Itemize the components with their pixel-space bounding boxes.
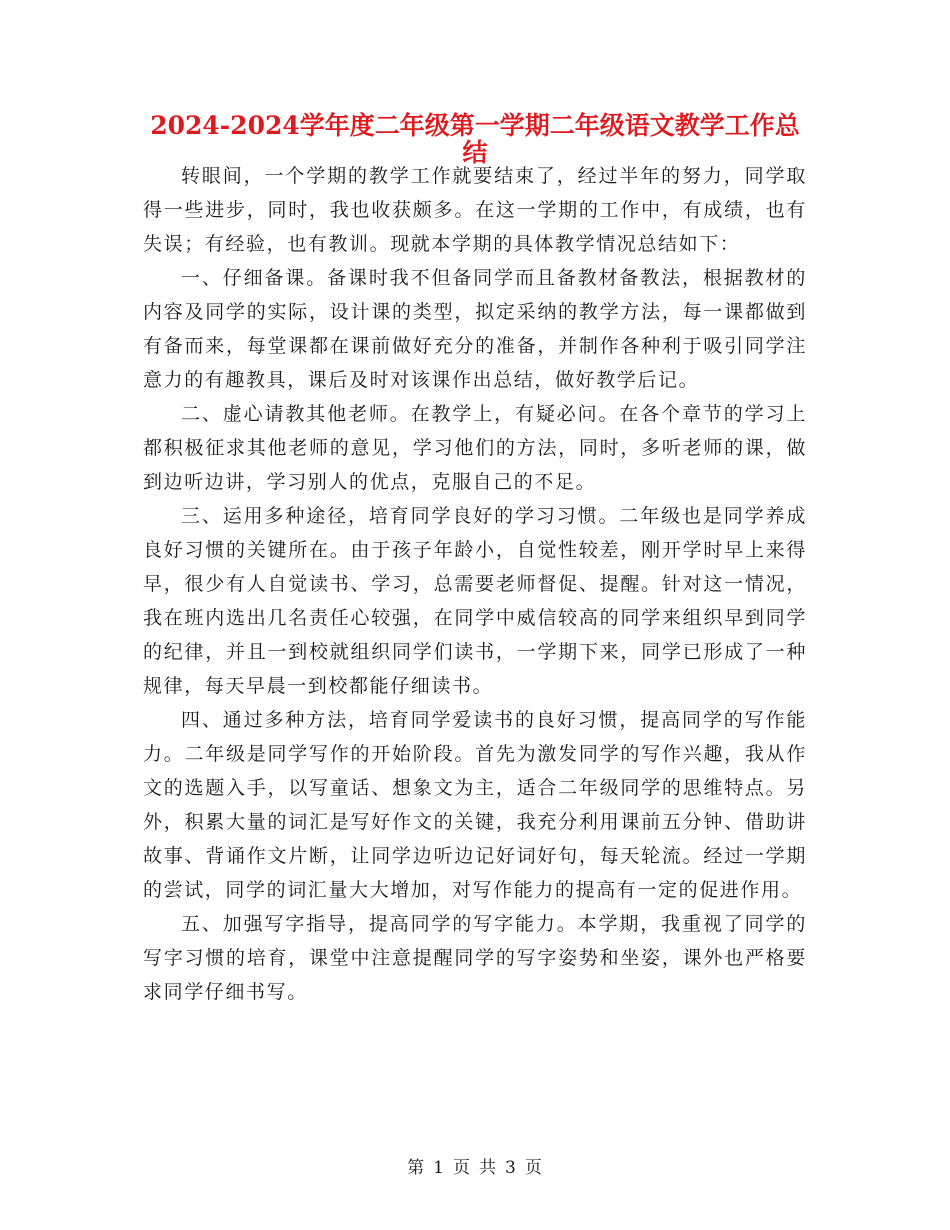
footer-current-page: 1: [433, 1158, 445, 1178]
paragraph-section-4: 四、通过多种方法，培育同学爱读书的良好习惯，提高同学的写作能力。二年级是同学写作的开始阶段。首先为激发同学的写作兴趣，我从作文的选题入手，以写童话、想象文为主，适合二年级同学的思维特点。另外，积累大量的词汇是写好作文的关键，我充分利用课前五分钟、借助讲故事、背诵作文片断，让同学边听边记好词好句，每天轮流。经过一学期的尝试，同学的词汇量大大增加，对写作能力的提高有一定的促进作用。: [143, 709, 807, 901]
footer-suffix: 页: [524, 1158, 543, 1178]
page-footer: [0, 1153, 950, 1178]
footer-total-label: 共: [479, 1158, 497, 1178]
document-title: 2024-2024学年度二年级第一学期二年级语文教学工作总结: [150, 111, 800, 167]
paragraph-section-5: 五、加强写字指导，提高同学的写字能力。本学期，我重视了同学的写字习惯的培育，课堂中注意提醒同学的写字姿势和坐姿，课外也严格要求同学仔细书写。: [143, 913, 807, 1003]
footer-prefix: 第: [407, 1158, 426, 1178]
paragraph-section-3: 三、运用多种途径，培育同学良好的学习习惯。二年级也是同学养成良好习惯的关键所在。由于孩子年龄小，自觉性较差，刚开学时早上来得早，很少有人自觉读书、学习，总需要老师督促、提醒。针对这一情况，我在班内选出几名责任心较强，在同学中威信较高的同学来组织早到同学的纪律，并且一到校就组织同学们读书，一学期下来，同学已形成了一种规律，每天早晨一到校都能仔细读书。: [143, 505, 807, 697]
document-body: [143, 159, 807, 1009]
footer-total-pages: 3: [505, 1158, 517, 1178]
paragraph-intro: 转眼间，一个学期的教学工作就要结束了，经过半年的努力，同学取得一些进步，同时，我也收获颇多。在这一学期的工作中，有成绩，也有失误；有经验，也有教训。现就本学期的具体教学情况总结如下：: [143, 165, 807, 255]
paragraph-section-1: 一、仔细备课。备课时我不但备同学而且备教材备教法，根据教材的内容及同学的实际，设计课的类型，拟定采纳的教学方法，每一课都做到有备而来，每堂课都在课前做好充分的准备，并制作各种利于吸引同学注意力的有趣教具，课后及时对该课作出总结，做好教学后记。: [143, 267, 807, 391]
paragraph-section-2: 二、虚心请教其他老师。在教学上，有疑必问。在各个章节的学习上都积极征求其他老师的意见，学习他们的方法，同时，多听老师的课，做到边听边讲，学习别人的优点，克服自己的不足。: [143, 403, 807, 493]
footer-page-unit: 页: [453, 1158, 471, 1178]
